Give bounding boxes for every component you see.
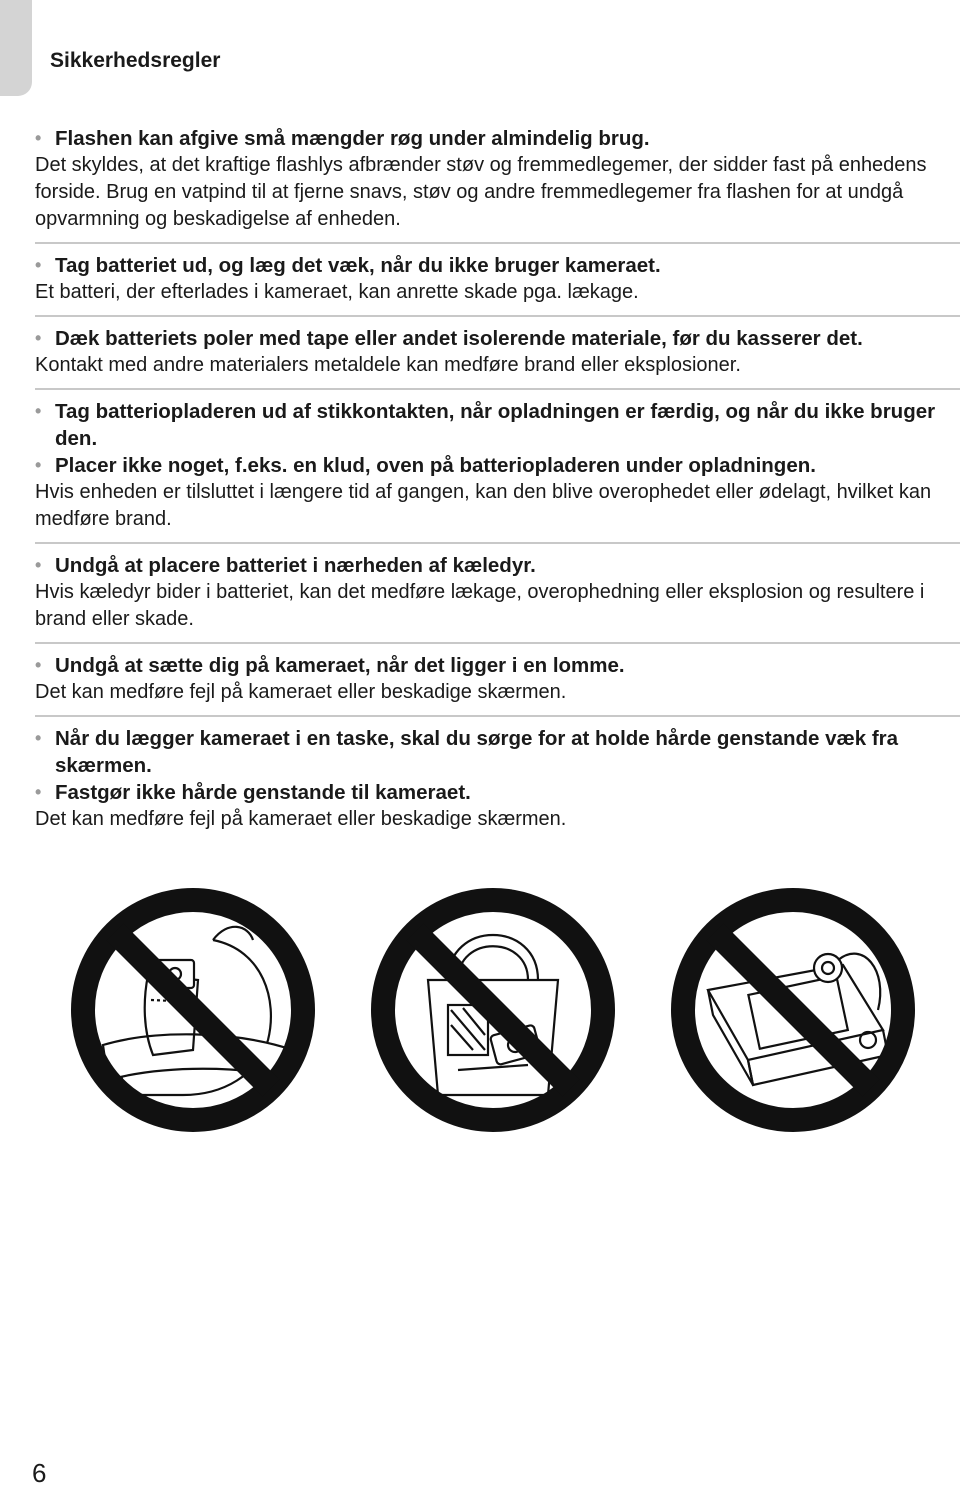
safety-section [35,315,960,379]
warning-heading [35,779,960,806]
warning-heading [35,652,960,679]
safety-section [35,642,960,706]
warning-heading-text: Undgå at placere batteriet i nærheden af kæledyr. [55,554,536,577]
warning-heading [35,325,960,352]
warning-heading-text: Placer ikke noget, f.eks. en klud, oven på batteriopladeren under opladningen. [55,454,816,477]
warning-heading-text: Tag batteriopladeren ud af stikkontakten, når opladningen er færdig, og når du ikke bruger den. [55,400,936,450]
bullet-icon: • [35,128,42,148]
warning-heading [35,452,960,479]
warning-heading [35,552,960,579]
no-hard-objects-attached-to-camera-icon [663,880,923,1140]
bullet-icon: • [35,455,42,475]
warning-heading [35,125,960,152]
bullet-icon: • [35,328,42,348]
bullet-icon: • [35,655,42,675]
warning-heading-text: Undgå at sætte dig på kameraet, når det ligger i en lomme. [55,654,625,677]
warning-heading-text: Flashen kan afgive små mængder røg under almindelig brug. [55,127,650,150]
bullet-icon: • [35,255,42,275]
warning-heading-text: Fastgør ikke hårde genstande til kameraet. [55,781,471,804]
warning-heading [35,725,960,779]
prohibition-illustrations [63,880,923,1140]
page-title: Sikkerhedsregler [50,49,221,72]
warning-body: Det skyldes, at det kraftige flashlys afbrænder støv og fremmedlegemer, der sidder fast på enhedens forside. Brug en vatpind til at fjerne snavs, støv og andre fremmedlegemer fra flashen for at undgå opvarmning og beskadigelse af enheden. [35,154,927,230]
bullet-icon: • [35,401,42,421]
safety-section [35,388,960,533]
warning-heading-text: Dæk batteriets poler med tape eller andet isolerende materiale, før du kasserer det. [55,327,863,350]
warning-heading-text: Når du lægger kameraet i en taske, skal du sørge for at holde hårde genstande væk fra skærmen. [55,727,899,777]
safety-content [35,125,960,833]
warning-heading [35,398,960,452]
safety-section [35,542,960,633]
warning-heading [35,252,960,279]
safety-section [35,125,960,233]
warning-heading-text: Tag batteriet ud, og læg det væk, når du ikke bruger kameraet. [55,254,661,277]
no-camera-in-bag-with-hard-objects-icon [363,880,623,1140]
no-sitting-on-camera-in-pocket-icon [63,880,323,1140]
warning-body: Det kan medføre fejl på kameraet eller beskadige skærmen. [35,681,567,703]
bullet-icon: • [35,782,42,802]
safety-section [35,242,960,306]
warning-body: Det kan medføre fejl på kameraet eller beskadige skærmen. [35,808,567,830]
bullet-icon: • [35,555,42,575]
safety-section [35,715,960,833]
page-number: 6 [32,1458,47,1488]
warning-body: Hvis kæledyr bider i batteriet, kan det medføre lækage, overophedning eller eksplosion og resultere i brand eller skade. [35,581,925,630]
warning-body: Et batteri, der efterlades i kameraet, kan anrette skade pga. lækage. [35,281,639,303]
warning-body: Hvis enheden er tilsluttet i længere tid af gangen, kan den blive overophedet eller ødelagt, hvilket kan medføre brand. [35,481,932,530]
bullet-icon: • [35,728,42,748]
warning-body: Kontakt med andre materialers metaldele kan medføre brand eller eksplosioner. [35,354,741,376]
chapter-side-tab [0,0,32,96]
